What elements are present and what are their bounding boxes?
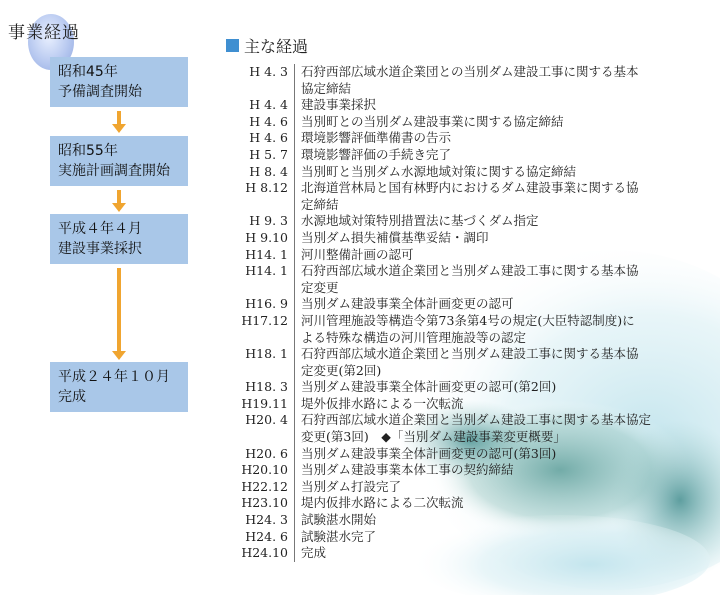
entry-date: H 8.12 <box>245 180 288 196</box>
entry-text-line: 環境影響評価の手続き完了 <box>301 146 452 162</box>
timeline-entry <box>226 346 696 379</box>
entry-date: H17.12 <box>241 312 288 328</box>
timeline-entry <box>226 296 696 313</box>
entry-date: H14. 1 <box>245 263 288 279</box>
down-arrow-icon <box>112 190 126 212</box>
entry-text-line: よる特殊な構造の河川管理施設等の認定 <box>301 329 527 345</box>
entry-text <box>294 379 679 396</box>
entry-date: H19.11 <box>241 395 288 411</box>
entry-text-line: 定変更 <box>301 279 339 295</box>
entry-text <box>294 296 679 313</box>
down-arrow-icon <box>112 111 126 133</box>
timeline-entry <box>226 147 696 164</box>
entry-date: H20.10 <box>241 462 288 478</box>
entry-text-line: 当別ダム建設事業全体計画変更の認可(第2回) <box>301 379 557 395</box>
entry-text-line: 環境影響評価準備書の告示 <box>301 130 452 146</box>
entry-text-line: 堤内仮排水路による二次転流 <box>301 495 464 511</box>
timeline-entry <box>226 529 696 546</box>
entry-date: H22.12 <box>241 478 288 494</box>
entry-date: H24.10 <box>241 545 288 561</box>
milestone-year: 昭和45年 <box>58 64 118 80</box>
entry-date: H23.10 <box>241 495 288 511</box>
entry-text <box>294 247 679 264</box>
entry-text-line: 当別町との当別ダム建設事業に関する協定締結 <box>301 113 564 129</box>
entry-text <box>294 495 679 512</box>
timeline-entry <box>226 313 696 346</box>
timeline-entry <box>226 213 696 230</box>
timeline-entry <box>226 180 696 213</box>
timeline-entry <box>226 495 696 512</box>
entry-text <box>294 180 679 213</box>
timeline-entry <box>226 164 696 181</box>
entry-text-line: 定締結 <box>301 196 339 212</box>
entry-text <box>294 164 679 181</box>
entry-text-line: 試験湛水完了 <box>301 528 377 544</box>
entry-text <box>294 313 679 346</box>
entry-date: H 4. 6 <box>249 130 288 146</box>
entry-text <box>294 97 679 114</box>
page-heading <box>8 14 80 43</box>
entry-text-line: 建設事業採択 <box>301 97 377 113</box>
entry-date: H18. 1 <box>245 346 288 362</box>
square-bullet-icon <box>226 39 239 52</box>
entry-text <box>294 462 679 479</box>
entry-text-line: 試験湛水開始 <box>301 512 377 528</box>
entry-text <box>294 512 679 529</box>
entry-date: H 4. 3 <box>249 64 288 79</box>
entry-date: H 9. 3 <box>249 213 288 229</box>
milestone-box <box>50 136 188 186</box>
entry-text <box>294 479 679 496</box>
entry-text-line: 協定締結 <box>301 80 352 96</box>
entry-text-line: 当別ダム損失補償基準妥結・調印 <box>301 229 489 245</box>
entry-text-line: 北海道営林局と国有林野内におけるダム建設事業に関する協 <box>301 180 639 196</box>
entry-date: H18. 3 <box>245 379 288 395</box>
entry-text-line: 当別ダム建設事業全体計画変更の認可 <box>301 296 514 312</box>
milestone-label: 実施計画調査開始 <box>58 163 170 179</box>
milestone-box <box>50 214 188 264</box>
entry-text <box>294 346 679 379</box>
entry-text-line: 堤外仮排水路による一次転流 <box>301 395 464 411</box>
timeline-entry <box>226 412 696 445</box>
milestone-label: 予備調査開始 <box>58 84 142 100</box>
entry-text-line: 石狩西部広域水道企業団との当別ダム建設工事に関する基本 <box>301 64 639 79</box>
entry-text-line: 変更(第3回) ◆「当別ダム建設事業変更概要」 <box>301 429 566 445</box>
entry-text <box>294 263 679 296</box>
entry-text <box>294 412 679 445</box>
entry-text-line: 河川整備計画の認可 <box>301 246 414 262</box>
timeline-entry <box>226 97 696 114</box>
section-title: 主な経過 <box>244 37 309 56</box>
entry-text <box>294 529 679 546</box>
timeline-entry <box>226 545 696 562</box>
down-arrow-icon <box>112 268 126 360</box>
entry-date: H16. 9 <box>245 296 288 312</box>
entry-text-line: 河川管理施設等構造令第73条第4号の規定(大臣特認制度)に <box>301 312 635 328</box>
entry-date: H 5. 7 <box>249 146 288 162</box>
timeline-entry <box>226 114 696 131</box>
entry-text <box>294 114 679 131</box>
timeline-list <box>226 64 696 562</box>
entry-date: H20. 4 <box>245 412 288 428</box>
entry-text-line: 水源地域対策特別措置法に基づくダム指定 <box>301 213 539 229</box>
milestone-label: 完成 <box>58 389 86 405</box>
milestone-box <box>50 57 188 107</box>
timeline-entry <box>226 230 696 247</box>
entry-text-line: 石狩西部広域水道企業団と当別ダム建設工事に関する基本協定 <box>301 412 652 428</box>
milestone-box <box>50 362 188 412</box>
timeline-entry <box>226 263 696 296</box>
entry-date: H24. 3 <box>245 512 288 528</box>
entry-text-line: 当別町と当別ダム水源地域対策に関する協定締結 <box>301 163 577 179</box>
entry-date: H14. 1 <box>245 246 288 262</box>
entry-text-line: 当別ダム建設事業本体工事の契約締結 <box>301 462 514 478</box>
entry-date: H 9.10 <box>245 229 288 245</box>
entry-text-line: 定変更(第2回) <box>301 362 382 378</box>
entry-text-line: 完成 <box>301 545 327 561</box>
entry-text <box>294 147 679 164</box>
entry-text <box>294 446 679 463</box>
timeline-entry <box>226 396 696 413</box>
entry-text-line: 当別ダム建設事業全体計画変更の認可(第3回) <box>301 445 557 461</box>
entry-text <box>294 545 679 562</box>
timeline-entry <box>226 462 696 479</box>
entry-text <box>294 64 679 97</box>
timeline-entry <box>226 512 696 529</box>
milestone-year: 平成２４年１０月 <box>58 369 170 385</box>
entry-date: H24. 6 <box>245 528 288 544</box>
page-title: 事業経過 <box>8 23 80 43</box>
entry-text-line: 当別ダム打設完了 <box>301 478 402 494</box>
entry-text-line: 石狩西部広域水道企業団と当別ダム建設工事に関する基本協 <box>301 346 639 362</box>
milestone-label: 建設事業採択 <box>58 241 142 257</box>
timeline-entry <box>226 446 696 463</box>
entry-text <box>294 213 679 230</box>
milestone-year: 平成４年４月 <box>58 221 142 237</box>
timeline-entry <box>226 64 696 97</box>
entry-date: H 4. 4 <box>249 97 288 113</box>
timeline-entry <box>226 379 696 396</box>
entry-date: H20. 6 <box>245 445 288 461</box>
entry-text-line: 石狩西部広域水道企業団と当別ダム建設工事に関する基本協 <box>301 263 639 279</box>
timeline-entry <box>226 479 696 496</box>
entry-text <box>294 230 679 247</box>
entry-date: H 8. 4 <box>249 163 288 179</box>
entry-date: H 4. 6 <box>249 113 288 129</box>
entry-text <box>294 130 679 147</box>
timeline-entry <box>226 247 696 264</box>
milestone-year: 昭和55年 <box>58 143 118 159</box>
section-header <box>226 34 308 57</box>
timeline-entry <box>226 130 696 147</box>
entry-text <box>294 396 679 413</box>
